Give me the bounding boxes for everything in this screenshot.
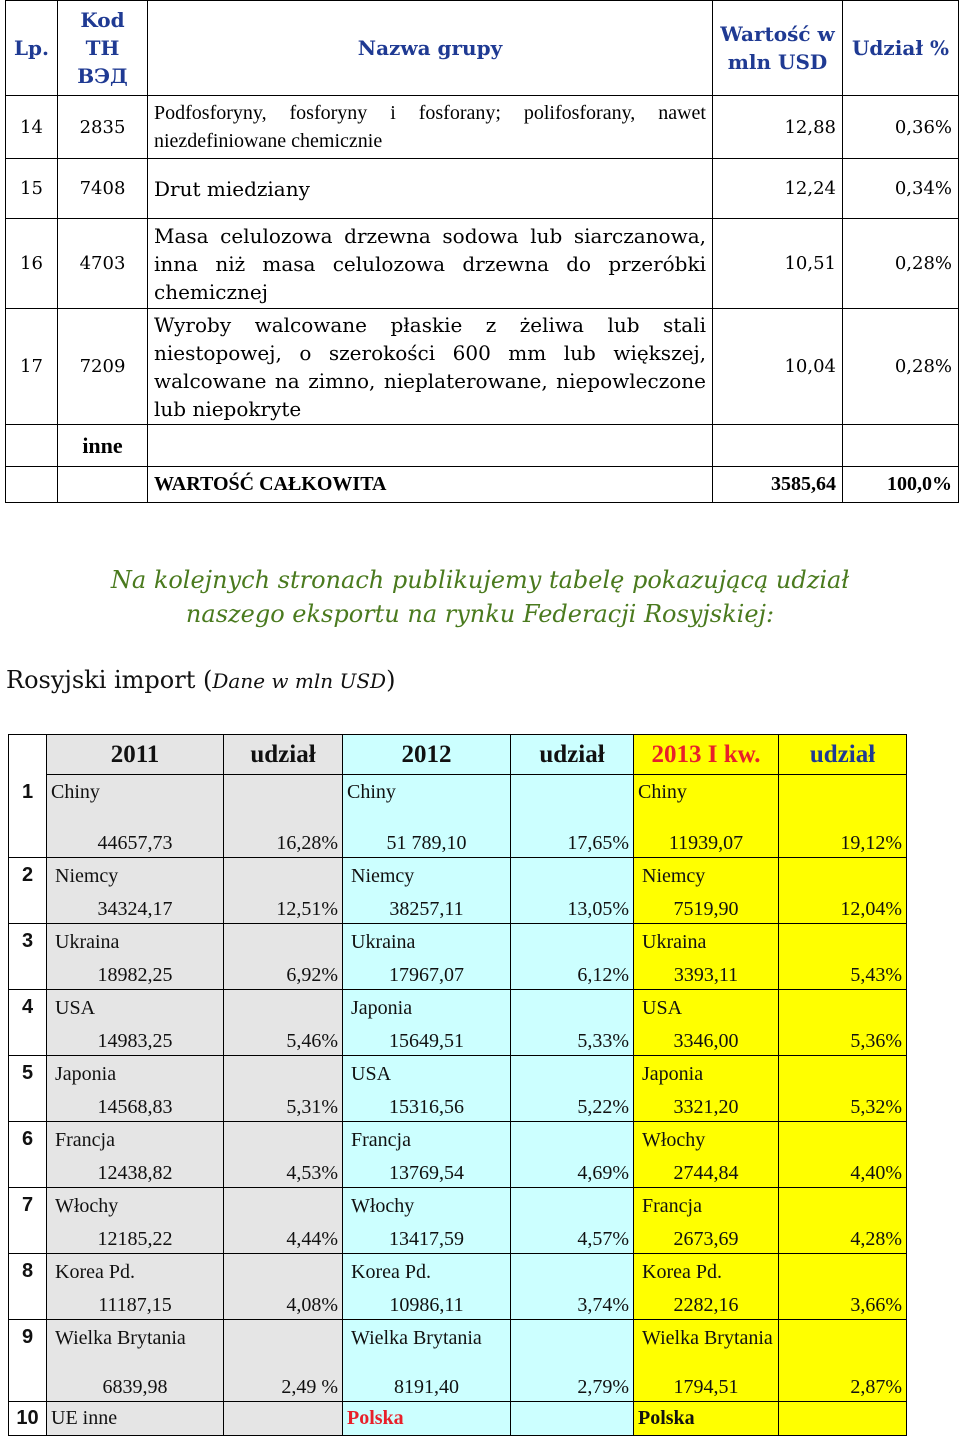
share-2013: 5,43% <box>779 924 907 990</box>
notice-line-2: naszego eksportu na rynku Federacji Rosyjskiej: <box>185 600 775 628</box>
row-number: 9 <box>9 1320 47 1402</box>
row-udzial: 0,34% <box>843 159 959 219</box>
value-2013: 1794,51 <box>673 1376 739 1398</box>
value-2012: 15316,56 <box>389 1096 464 1118</box>
import-row <box>9 858 907 924</box>
import-header-row <box>9 735 907 775</box>
country-2013: Wielka Brytania <box>642 1327 773 1349</box>
share-2013: 2,87% <box>779 1320 907 1402</box>
subtitle-units: Dane w mln USD <box>212 669 387 693</box>
country-2012: Francja <box>351 1129 411 1151</box>
row-wartosc: 12,24 <box>713 159 843 219</box>
country-2013: Ukraina <box>642 931 707 953</box>
value-2012: 13417,59 <box>389 1228 464 1250</box>
share-2012: 5,33% <box>511 990 634 1056</box>
value-2011: 14983,25 <box>97 1030 173 1052</box>
row-number: 6 <box>9 1122 47 1188</box>
country-2011: Niemcy <box>55 865 119 887</box>
row-wartosc: 10,51 <box>713 219 843 309</box>
header-2012: 2012 <box>343 735 511 775</box>
subtitle-main: Rosyjski import <box>6 666 196 694</box>
country-2012: USA <box>351 1063 392 1085</box>
value-2013: 2282,16 <box>673 1294 739 1316</box>
country-2011: USA <box>55 997 96 1019</box>
row-udzial: 0,28% <box>843 219 959 309</box>
country-2013: Japonia <box>642 1063 704 1085</box>
russian-import-table <box>8 734 907 1436</box>
row-number: 5 <box>9 1056 47 1122</box>
share-2013: 3,66% <box>779 1254 907 1320</box>
country-2013: Włochy <box>642 1129 706 1151</box>
country-2011: Francja <box>55 1129 115 1151</box>
row-lp: 14 <box>6 96 58 159</box>
value-2011: 18982,25 <box>97 964 173 986</box>
share-2012: 13,05% <box>511 858 634 924</box>
header-wartosc: Wartość w mln USD <box>713 1 843 96</box>
row-number: 10 <box>9 1402 47 1436</box>
value-2011: 11187,15 <box>98 1294 172 1316</box>
row-udzial: 0,28% <box>843 309 959 425</box>
table-row <box>6 309 959 425</box>
share-2013: 4,40% <box>779 1122 907 1188</box>
header-2011: 2011 <box>47 735 224 775</box>
country-2011: UE inne <box>47 1402 224 1436</box>
row-inne-label: inne <box>58 425 148 467</box>
row-kod: 7209 <box>58 309 148 425</box>
country-2011: Chiny <box>51 781 100 803</box>
country-2011: Ukraina <box>55 931 120 953</box>
row-udzial: 0,36% <box>843 96 959 159</box>
row-lp: 15 <box>6 159 58 219</box>
table-row <box>6 219 959 309</box>
country-2012: Ukraina <box>351 931 416 953</box>
country-2012: Korea Pd. <box>351 1261 431 1283</box>
share-2011: 5,31% <box>224 1056 343 1122</box>
notice-line-1: Na kolejnych stronach publikujemy tabelę pokazującą udział <box>110 566 850 594</box>
value-2011: 12185,22 <box>97 1228 173 1250</box>
value-2011: 44657,73 <box>97 832 173 854</box>
country-2012: Chiny <box>347 781 396 803</box>
share-2013: 12,04% <box>779 858 907 924</box>
import-row <box>9 1056 907 1122</box>
value-2012: 51 789,10 <box>386 832 467 854</box>
section-subtitle <box>6 666 395 694</box>
row-number: 3 <box>9 924 47 990</box>
row-nazwa: Wyroby walcowane płaskie z żeliwa lub stali niestopowej, o szerokości 600 mm lub większej, walcowane na zimno, nieplaterowane, niepowleczone lub niepokryte <box>148 309 713 425</box>
value-2012: 8191,40 <box>394 1376 459 1398</box>
country-2011: Korea Pd. <box>55 1261 135 1283</box>
share-2013: 5,32% <box>779 1056 907 1122</box>
country-2012: Polska <box>343 1402 511 1436</box>
country-2012: Włochy <box>351 1195 415 1217</box>
import-row <box>9 1188 907 1254</box>
value-2011: 34324,17 <box>97 898 173 920</box>
share-2013: 4,28% <box>779 1188 907 1254</box>
row-kod: 2835 <box>58 96 148 159</box>
header-kod: Kod TH ВЭД <box>58 1 148 96</box>
share-2011: 4,44% <box>224 1188 343 1254</box>
share-2012: 2,79% <box>511 1320 634 1402</box>
share-2011: 16,28% <box>224 775 343 858</box>
row-number: 7 <box>9 1188 47 1254</box>
value-2013: 3393,11 <box>673 964 739 986</box>
country-2011: Japonia <box>55 1063 117 1085</box>
table-row <box>6 159 959 219</box>
country-2013: Korea Pd. <box>642 1261 722 1283</box>
row-wartosc: 10,04 <box>713 309 843 425</box>
table-row-inne <box>6 425 959 467</box>
country-2012: Niemcy <box>351 865 415 887</box>
share-2013: 19,12% <box>779 775 907 858</box>
share-2012: 4,57% <box>511 1188 634 1254</box>
share-2012: 17,65% <box>511 775 634 858</box>
value-2011: 14568,83 <box>97 1096 173 1118</box>
row-nazwa: Drut miedziany <box>148 159 713 219</box>
country-2013: USA <box>642 997 683 1019</box>
header-udzial: Udział % <box>843 1 959 96</box>
total-wartosc: 3585,64 <box>713 467 843 503</box>
export-groups-table <box>5 0 959 503</box>
subtitle-paren-open: ( <box>203 666 213 694</box>
import-row <box>9 1122 907 1188</box>
country-2013: Francja <box>642 1195 702 1217</box>
total-row <box>6 467 959 503</box>
share-2011: 4,08% <box>224 1254 343 1320</box>
share-2011: 5,46% <box>224 990 343 1056</box>
header-udzial-2013: udział <box>779 735 907 775</box>
total-udzial: 100,0% <box>843 467 959 503</box>
country-2012: Wielka Brytania <box>351 1327 482 1349</box>
row-nazwa: Masa celulozowa drzewna sodowa lub siarczanowa, inna niż masa celulozowa drzewna do przeróbki chemicznej <box>148 219 713 309</box>
import-row <box>9 1254 907 1320</box>
share-2011: 6,92% <box>224 924 343 990</box>
header-2013: 2013 I kw. <box>634 735 779 775</box>
country-2013: Chiny <box>638 781 687 803</box>
row-wartosc: 12,88 <box>713 96 843 159</box>
import-row-last <box>9 1402 907 1436</box>
row-lp: 17 <box>6 309 58 425</box>
row-lp: 16 <box>6 219 58 309</box>
share-2012: 5,22% <box>511 1056 634 1122</box>
row-number: 1 <box>9 775 47 858</box>
value-2013: 3346,00 <box>673 1030 739 1052</box>
import-row <box>9 775 907 858</box>
import-row <box>9 1320 907 1402</box>
country-2012: Japonia <box>351 997 413 1019</box>
table-row <box>6 96 959 159</box>
value-2013: 2673,69 <box>673 1228 739 1250</box>
header-udzial-2012: udział <box>511 735 634 775</box>
value-2012: 38257,11 <box>389 898 464 920</box>
share-2013: 5,36% <box>779 990 907 1056</box>
value-2013: 11939,07 <box>668 832 744 854</box>
row-number: 2 <box>9 858 47 924</box>
value-2013: 7519,90 <box>673 898 739 920</box>
value-2013: 2744,84 <box>673 1162 739 1184</box>
subtitle-paren-close: ) <box>386 666 396 694</box>
value-2011: 12438,82 <box>97 1162 173 1184</box>
value-2011: 6839,98 <box>102 1376 168 1398</box>
header-nazwa: Nazwa grupy <box>148 1 713 96</box>
total-label: WARTOŚĆ CAŁKOWITA <box>148 467 713 503</box>
value-2012: 10986,11 <box>389 1294 464 1316</box>
row-kod: 4703 <box>58 219 148 309</box>
country-2011: Wielka Brytania <box>55 1327 186 1349</box>
share-2011: 2,49 % <box>224 1320 343 1402</box>
country-2013: Polska <box>634 1402 779 1436</box>
table-header-row <box>6 1 959 96</box>
import-row <box>9 924 907 990</box>
header-lp: Lp. <box>6 1 58 96</box>
row-kod: 7408 <box>58 159 148 219</box>
share-2011: 4,53% <box>224 1122 343 1188</box>
share-2012: 3,74% <box>511 1254 634 1320</box>
value-2012: 13769,54 <box>389 1162 464 1184</box>
row-number: 8 <box>9 1254 47 1320</box>
country-2013: Niemcy <box>642 865 706 887</box>
value-2013: 3321,20 <box>673 1096 739 1118</box>
row-nazwa: Podfosforyny, fosforyny i fosforany; polifosforany, nawet niezdefiniowane chemicznie <box>148 96 713 159</box>
header-udzial-2011: udział <box>224 735 343 775</box>
country-2011: Włochy <box>55 1195 119 1217</box>
share-2012: 6,12% <box>511 924 634 990</box>
share-2012: 4,69% <box>511 1122 634 1188</box>
import-row <box>9 990 907 1056</box>
row-number: 4 <box>9 990 47 1056</box>
notice-text <box>0 563 960 631</box>
value-2012: 17967,07 <box>389 964 464 986</box>
share-2011: 12,51% <box>224 858 343 924</box>
value-2012: 15649,51 <box>389 1030 464 1052</box>
